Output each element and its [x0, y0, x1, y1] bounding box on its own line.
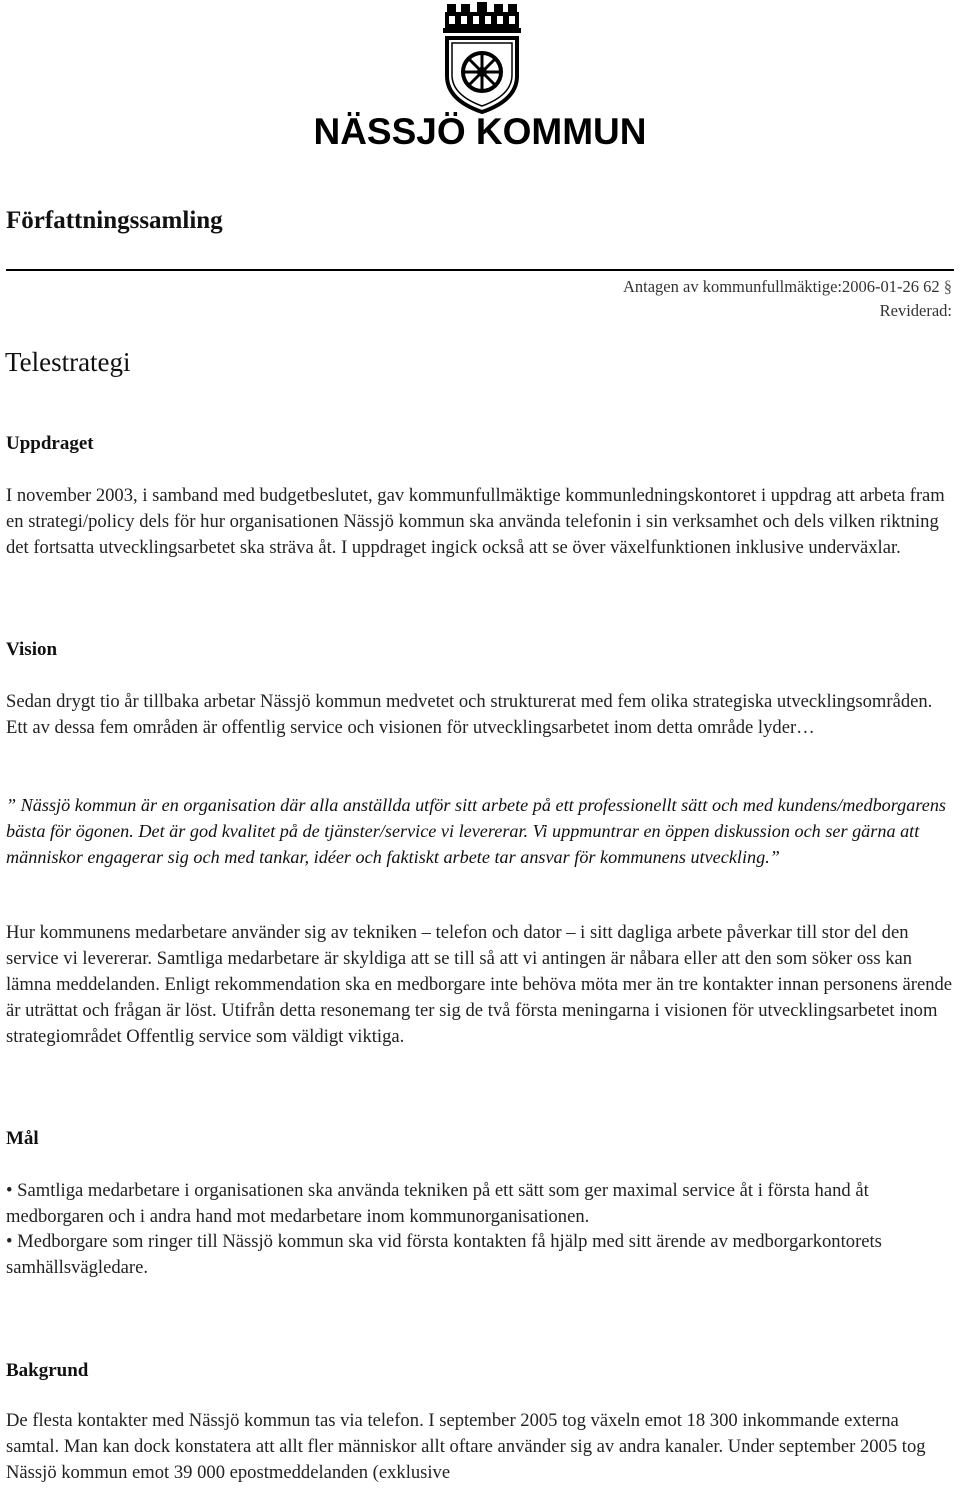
heading-bakgrund: Bakgrund [6, 1360, 89, 1381]
document-title: Telestrategi [5, 347, 131, 377]
goals-list [6, 1178, 956, 1281]
adopted-date: Antagen av kommunfullmäktige:2006-01-26 62 [622, 277, 940, 296]
heading-vision: Vision [6, 639, 58, 660]
coat-of-arms-icon [437, 2, 527, 114]
collection-title: Författningssamling [6, 207, 223, 234]
heading-mal: Mål [6, 1128, 39, 1149]
paragraph-vision-body: Hur kommunens medarbetare använder sig av tekniken – telefon och dator – i sitt dagliga arbete påverkar till stor del den service vi levererar. Samtliga medarbetare är skyldiga att se till så att vi antingen är nåbara eller att den som söker oss kan lämna meddelanden. Enligt rekommendation ska en medborgare inte behöva möta mer än tre kontakter innan personens ärende är uträttat och frågan är löst. Utifrån detta resonemang ter sig de två första meningarna i visionen för utvecklingsarbetet inom strategiområdet Offentlig service som väldigt viktiga. [6, 922, 953, 1047]
revised-label: Reviderad: [879, 301, 952, 320]
paragraph-ornament: § [943, 277, 952, 296]
heading-uppdraget: Uppdraget [6, 433, 94, 454]
goal-item: • Samtliga medarbetare i organisationen ska använda tekniken på ett sätt som ger maximal service åt i första hand åt medborgaren och i andra hand mot medarbetare inom kommunorganisationen. [6, 1180, 869, 1227]
paragraph-vision-intro: Sedan drygt tio år tillbaka arbetar Nässjö kommun medvetet och strukturerat med fem olika strategiska utvecklingsområden. Ett av dessa fem områden är offentlig service och visionen för utvecklingsarbetet inom detta område lyder… [6, 691, 933, 738]
paragraph-bakgrund: De flesta kontakter med Nässjö kommun tas via telefon. I september 2005 tog växeln emot 18 300 inkommande externa samtal. Man kan dock konstatera att allt fler människor allt oftare använder sig av andra kanaler. Under september 2005 tog Nässjö kommun emot 39 000 epostmeddelanden (exklusive [6, 1410, 926, 1483]
header-divider [6, 269, 954, 271]
municipal-logo [0, 0, 960, 160]
adoption-info [623, 275, 952, 323]
vision-quote: ” Nässjö kommun är en organisation där alla anställda utför sitt arbete på ett professionellt sätt och med kundens/medborgarens bästa för ögonen. Det är god kvalitet på de tjänster/service vi levererar. Vi uppmuntrar en öppen diskussion och ser gärna att människor engagerar sig och med tankar, idéer och faktiskt arbete tar ansvar för kommunens utveckling.” [6, 795, 947, 867]
goal-item: • Medborgare som ringer till Nässjö kommun ska vid första kontakten få hjälp med sitt ärende av medborgarkontorets samhällsvägledare. [6, 1231, 882, 1279]
brand-name: NÄSSJÖ KOMMUN [313, 111, 647, 152]
paragraph-uppdraget: I november 2003, i samband med budgetbeslutet, gav kommunfullmäktige kommunledningskontoret i uppdrag att arbeta fram en strategi/policy dels för hur organisationen Nässjö kommun ska använda telefonin i sin verksamhet och dels vilken riktning det fortsatta utvecklingsarbetet ska sträva åt. I uppdraget ingick också att se över växelfunktionen inklusive underväxlar. [6, 485, 945, 558]
